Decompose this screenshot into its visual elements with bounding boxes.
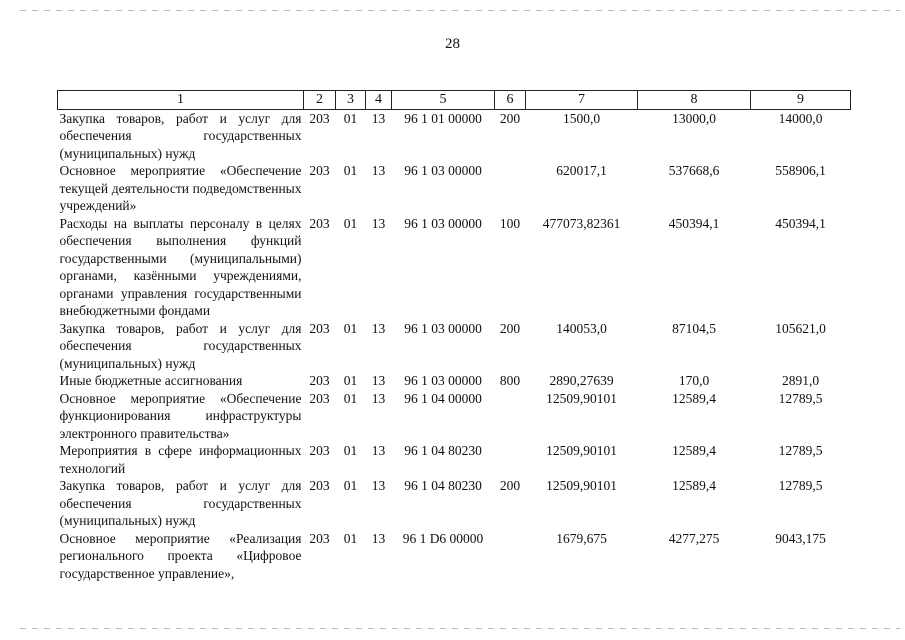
code-ministry: 203 [309,373,330,388]
code-section: 01 [343,390,358,406]
amount-col7: 12509,90101 [546,478,617,493]
code-section: 01 [343,215,358,231]
amount-col9: 450394,1 [775,215,826,231]
amount-col9: 14000,0 [778,110,823,126]
table-body [58,109,851,582]
amount-col7: 12509,90101 [546,443,617,458]
table-row [58,530,851,583]
amount-col8: 12589,4 [672,390,716,406]
code-subsection: 13 [371,110,386,126]
code-target-article: 96 1 04 80230 [404,443,482,458]
column-header: 1 [58,91,304,110]
code-expense-type: 800 [499,373,521,388]
table-row [58,372,851,390]
code-expense-type: 100 [499,215,521,231]
code-ministry: 203 [309,390,330,406]
row-description: Расходы на выплаты персоналу в целях обеспечения выполнения функций государственными (муниципальными) органами, казёнными учреждениями, органами управления государственными внебюджетными фондами [59,215,302,318]
table-row [58,215,851,320]
page-number: 28 [445,36,460,52]
code-subsection: 13 [371,530,386,546]
code-ministry: 203 [309,478,330,493]
column-header: 4 [366,91,392,110]
row-description: Основное мероприятие «Реализация регионального проекта «Цифровое государственное управление», [59,530,302,581]
amount-col8: 4277,275 [668,530,720,546]
column-header: 8 [638,91,751,110]
amount-col7: 12509,90101 [546,390,617,406]
column-header: 2 [304,91,336,110]
row-description: Основное мероприятие «Обеспечение функционирования инфраструктуры электронного правительства» [59,390,302,441]
table-row [58,109,851,162]
scan-edge-top [20,10,900,11]
code-section: 01 [343,110,358,126]
row-description: Закупка товаров, работ и услуг для обеспечения государственных (муниципальных) нужд [59,320,302,371]
amount-col9: 2891,0 [781,373,820,388]
amount-col9: 9043,175 [775,530,826,546]
code-ministry: 203 [309,443,330,458]
budget-table [57,90,851,582]
amount-col8: 12589,4 [672,443,716,458]
code-subsection: 13 [371,320,386,336]
code-expense-type [495,162,526,215]
table-row [58,477,851,530]
code-target-article: 96 1 03 00000 [404,320,482,336]
row-description: Мероприятия в сфере информационных технологий [59,443,302,476]
amount-col9: 558906,1 [775,163,826,178]
code-section: 01 [343,443,358,458]
code-target-article: 96 1 03 00000 [404,215,482,231]
header-row [58,91,851,110]
code-ministry: 203 [309,110,330,126]
code-section: 01 [343,530,358,546]
amount-col8: 12589,4 [672,478,716,493]
code-expense-type [495,442,526,477]
code-target-article: 96 1 04 80230 [404,478,482,493]
table-row [58,320,851,373]
amount-col8: 87104,5 [672,320,716,336]
amount-col9: 105621,0 [775,320,826,336]
code-ministry: 203 [309,163,330,178]
code-ministry: 203 [309,320,330,336]
amount-col8: 537668,6 [668,163,720,178]
code-subsection: 13 [371,478,386,493]
code-target-article: 96 1 03 00000 [404,373,482,388]
column-header: 7 [526,91,638,110]
code-section: 01 [343,320,358,336]
row-description: Закупка товаров, работ и услуг для обеспечения государственных (муниципальных) нужд [59,110,302,161]
amount-col8: 450394,1 [668,215,720,231]
code-target-article: 96 1 D6 00000 [402,530,484,546]
amount-col8: 170,0 [678,373,710,388]
code-expense-type [495,390,526,443]
amount-col7: 1679,675 [556,530,607,546]
row-description: Основное мероприятие «Обеспечение текущей деятельности подведомственных учреждений» [59,163,302,213]
code-target-article: 96 1 04 00000 [404,390,482,406]
code-expense-type: 200 [499,478,521,493]
column-header: 3 [336,91,366,110]
code-section: 01 [343,163,358,178]
column-header: 9 [751,91,851,110]
code-target-article: 96 1 03 00000 [404,163,482,178]
code-section: 01 [343,478,358,493]
column-header: 5 [392,91,495,110]
code-subsection: 13 [371,390,386,406]
scan-edge-bottom [20,628,900,629]
row-description: Закупка товаров, работ и услуг для обеспечения государственных (муниципальных) нужд [59,478,302,528]
amount-col7: 477073,82361 [542,215,621,231]
amount-col7: 1500,0 [562,110,601,126]
amount-col7: 2890,27639 [549,373,614,388]
code-ministry: 203 [309,215,330,231]
code-expense-type: 200 [499,320,521,336]
amount-col7: 620017,1 [556,163,607,178]
amount-col7: 140053,0 [556,320,607,336]
code-subsection: 13 [371,443,386,458]
amount-col9: 12789,5 [778,390,823,406]
code-subsection: 13 [371,215,386,231]
amount-col8: 13000,0 [672,110,716,126]
code-ministry: 203 [309,530,330,546]
amount-col9: 12789,5 [778,478,823,493]
code-expense-type: 200 [499,110,521,126]
row-description: Иные бюджетные ассигнования [59,373,243,388]
table-row [58,390,851,443]
code-section: 01 [343,373,358,388]
code-expense-type [495,530,526,583]
column-header: 6 [495,91,526,110]
amount-col9: 12789,5 [778,443,823,458]
code-target-article: 96 1 01 00000 [404,110,482,126]
table-row [58,162,851,215]
code-subsection: 13 [371,373,386,388]
table-row [58,442,851,477]
code-subsection: 13 [371,163,386,178]
